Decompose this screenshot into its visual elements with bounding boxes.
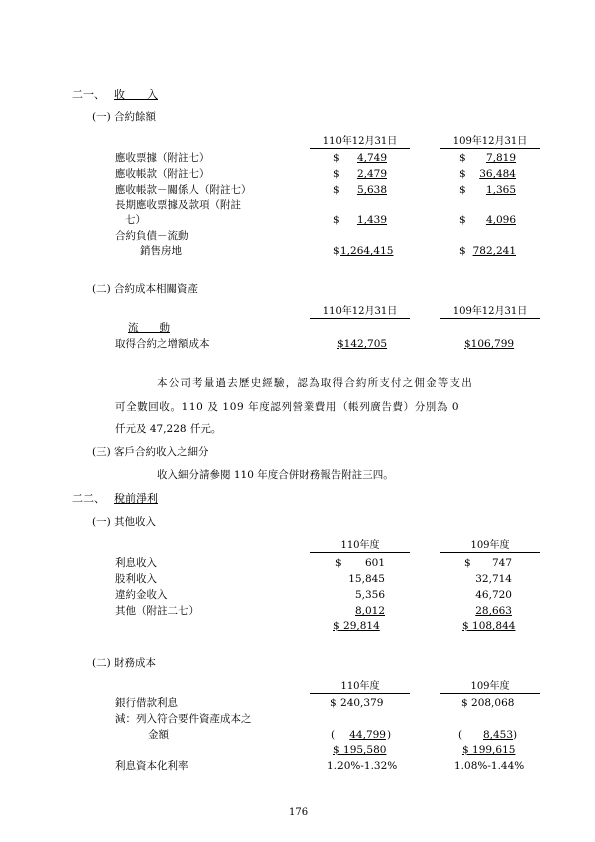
- col-header-109: 109年12月31日: [440, 305, 540, 319]
- col-header-109: 109年度: [440, 539, 540, 553]
- subsection-contract-cost: (二) 合約成本相關資產: [92, 283, 199, 295]
- currency-symbol: $: [335, 557, 342, 569]
- value-110: 1,264,415: [340, 245, 394, 257]
- row-label: 應收票據（附註七）: [115, 152, 210, 164]
- col-header-110: 110年度: [310, 539, 410, 553]
- total-110: $ 29,814: [333, 620, 380, 632]
- row-label: 減：列入符合要件資產成本之: [115, 713, 252, 725]
- paren-open: (: [458, 729, 463, 741]
- paragraph-line-2: 可全數回收。110 及 109 年度認列營業費用（帳列廣告費）分別為 0: [115, 401, 460, 413]
- section-22-prefix: 二二、: [72, 492, 105, 505]
- value-110: 1,439: [356, 214, 387, 226]
- revenue-breakdown-text: 收入細分請參閱 110 年度合併財務報告附註三四。: [157, 469, 394, 481]
- currency-symbol: $: [333, 245, 340, 257]
- row-label: 利息收入: [115, 557, 157, 569]
- subsection-other-income: (一) 其他收入: [92, 516, 157, 528]
- subsection-finance-cost: (二) 財務成本: [92, 657, 157, 669]
- value-109: 747: [491, 557, 512, 569]
- row-label-cont: 七）: [125, 214, 146, 226]
- currency-symbol: $: [464, 557, 471, 569]
- value-109: 4,096: [485, 214, 516, 226]
- value-109: 28,663: [475, 605, 512, 617]
- row-label: 取得合約之增額成本: [115, 338, 210, 350]
- paragraph-line-3: 仟元及 47,228 仟元。: [115, 423, 222, 435]
- col-header-110: 110年度: [310, 680, 410, 694]
- value-110: 601: [364, 557, 385, 569]
- value-110: 8,012: [354, 605, 385, 617]
- currency-symbol: $: [333, 168, 340, 180]
- value-109: 1,365: [485, 184, 516, 196]
- currency-symbol: $: [333, 184, 340, 196]
- value-110: 5,638: [356, 184, 387, 196]
- currency-symbol: $: [333, 152, 340, 164]
- row-label: 銀行借款利息: [115, 697, 178, 709]
- row-label: 利息資本化利率: [115, 760, 189, 772]
- rate-109: 1.08%-1.44%: [454, 760, 525, 772]
- value-109: $ 208,068: [461, 697, 515, 709]
- value-109: 7,819: [485, 152, 516, 164]
- row-label: 長期應收票據及款項（附註: [115, 199, 241, 211]
- currency-symbol: $: [459, 168, 466, 180]
- row-label: 違約金收入: [115, 589, 168, 601]
- row-label: 合約負債－流動: [115, 230, 189, 242]
- value-109: $106,799: [464, 338, 515, 350]
- currency-symbol: $: [459, 245, 466, 257]
- paren-close: ): [513, 729, 518, 741]
- value-109: 46,720: [475, 589, 512, 601]
- value-110: 5,356: [354, 589, 385, 601]
- row-sublabel: 銷售房地: [140, 245, 182, 257]
- row-label: 股利收入: [115, 573, 157, 585]
- total-110: $ 195,580: [333, 744, 387, 756]
- rate-110: 1.20%-1.32%: [327, 760, 398, 772]
- paragraph-line-1: 本公司考量過去歷史經驗，認為取得合約所支付之佣金等支出: [157, 377, 473, 389]
- paren-close: ): [387, 729, 392, 741]
- col-header-110: 110年12月31日: [310, 305, 410, 319]
- group-label-current: 流 動: [128, 322, 170, 334]
- value-110: 2,479: [356, 168, 387, 180]
- currency-symbol: $: [459, 184, 466, 196]
- value-109: 782,241: [472, 245, 516, 257]
- currency-symbol: $: [459, 152, 466, 164]
- total-109: $ 108,844: [462, 620, 516, 632]
- value-109: 36,484: [479, 168, 516, 180]
- value-110: 44,799: [349, 729, 386, 741]
- row-label: 應收帳款－關係人（附註七）: [115, 184, 252, 196]
- col-header-109: 109年度: [440, 680, 540, 694]
- subsection-contract-balance: (一) 合約餘額: [92, 111, 157, 123]
- row-label-cont: 金額: [148, 729, 169, 741]
- row-label: 應收帳款（附註七）: [115, 168, 210, 180]
- row-label: 其他（附註二七）: [115, 605, 199, 617]
- currency-symbol: $: [459, 214, 466, 226]
- section-21-title: 收 入: [114, 88, 158, 101]
- section-21-prefix: 二一、: [72, 88, 105, 101]
- value-110: 15,845: [348, 573, 385, 585]
- col-header-109: 109年12月31日: [440, 135, 540, 149]
- total-109: $ 199,615: [462, 744, 516, 756]
- value-109: 32,714: [475, 573, 512, 585]
- value-110: $142,705: [337, 338, 388, 350]
- section-22-title: 稅前淨利: [114, 492, 158, 505]
- value-110: $ 240,379: [330, 697, 384, 709]
- value-109: 8,453: [482, 729, 513, 741]
- page-number: 176: [289, 807, 309, 818]
- subsection-revenue-breakdown: (三) 客戶合約收入之細分: [92, 446, 209, 458]
- value-110: 4,749: [356, 152, 387, 164]
- currency-symbol: $: [333, 214, 340, 226]
- col-header-110: 110年12月31日: [310, 135, 410, 149]
- paren-open: (: [331, 729, 336, 741]
